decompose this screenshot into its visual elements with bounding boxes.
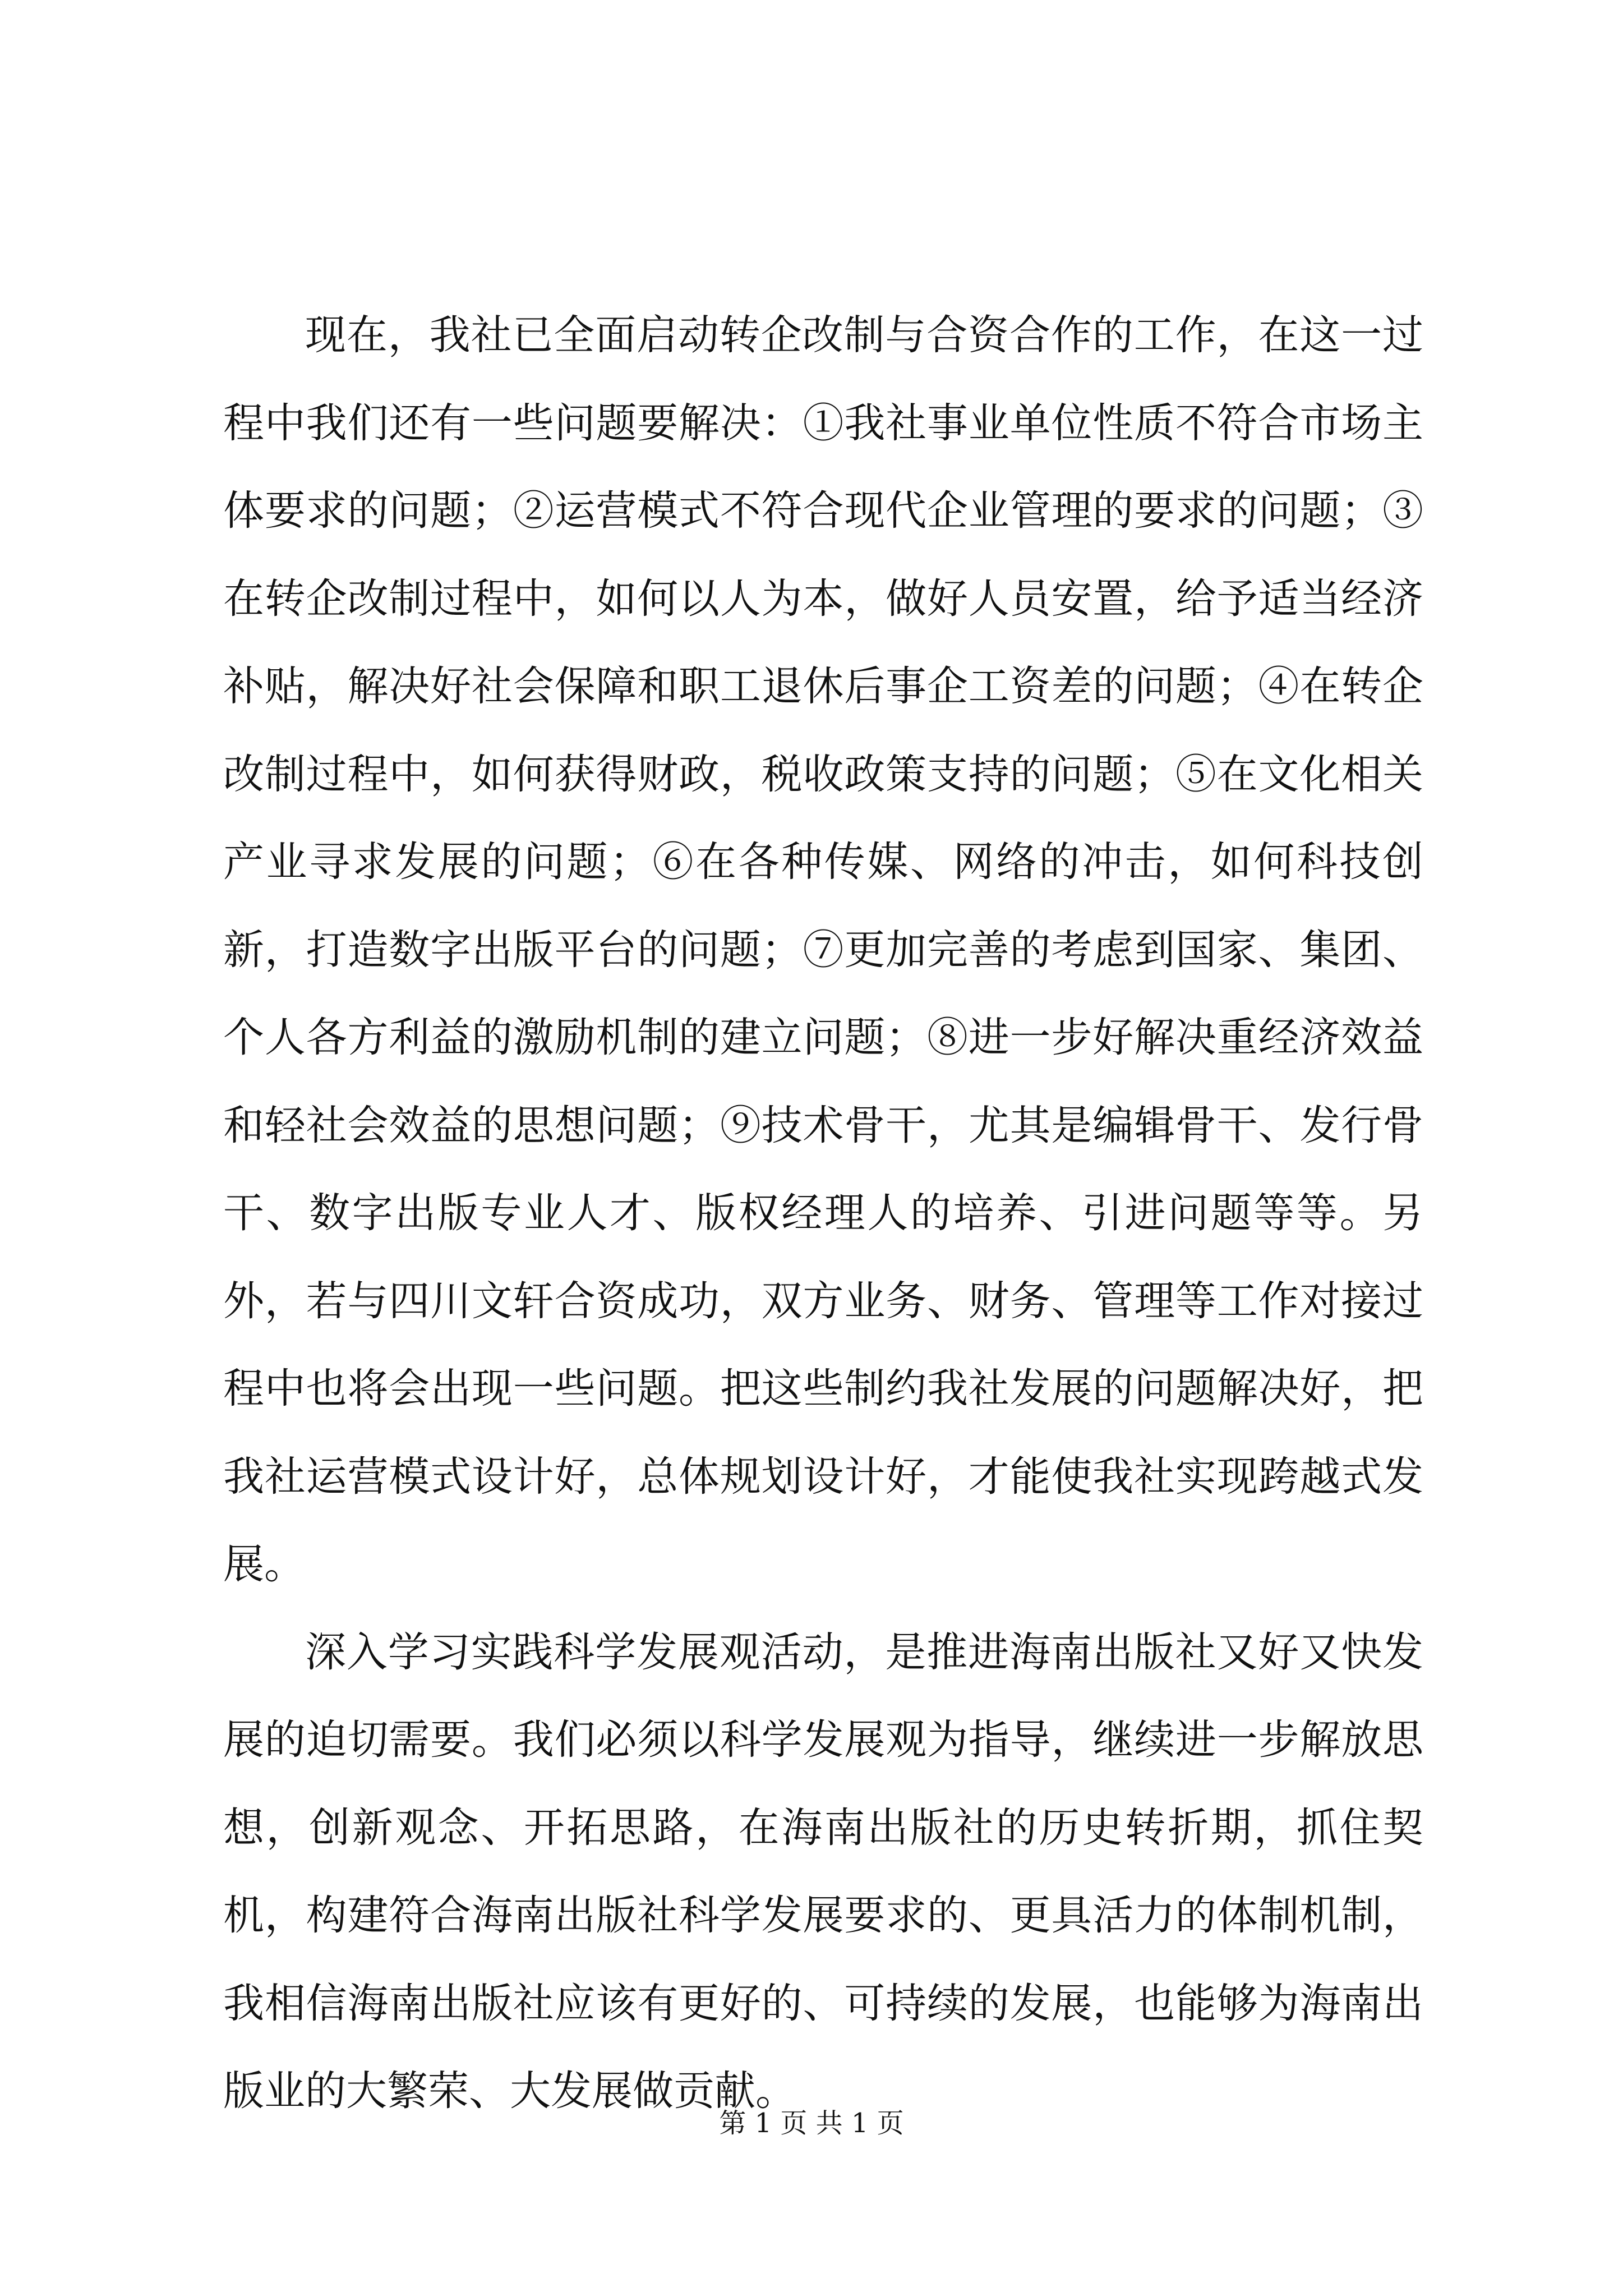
paragraph-1: 现在，我社已全面启动转企改制与合资合作的工作，在这一过程中我们还有一些问题要解决：①我社事业单位性质不符合市场主体要求的问题；②运营模式不符合现代企业管理的要求的问题；③在转企改制过程中，如何以人为本，做好人员安置，给予适当经济补贴，解决好社会保障和职工退休后事企工资差的问题；④在转企改制过程中，如何获得财政，税收政策支持的问题；⑤在文化相关产业寻求发展的问题；⑥在各种传媒、网络的冲击，如何科技创新，打造数字出版平台的问题；⑦更加完善的考虑到国家、集团、个人各方利益的激励机制的建立问题；⑧进一步好解决重经济效益和轻社会效益的思想问题；⑨技术骨干，尤其是编辑骨干、发行骨干、数字出版专业人才、版权经理人的培养、引进问题等等。另外，若与四川文轩合资成功，双方业务、财务、管理等工作对接过程中也将会出现一些问题。把这些制约我社发展的问题解决好，把我社运营模式设计好，总体规划设计好，才能使我社实现跨越式发展。 bbox=[223, 311, 1423, 1588]
page-number-footer: 第 1 页 共 1 页 bbox=[719, 2108, 904, 2139]
paragraph-2: 深入学习实践科学发展观活动，是推进海南出版社又好又快发展的迫切需要。我们必须以科学发展观为指导，继续进一步解放思想，创新观念、开拓思路，在海南出版社的历史转折期，抓住契机，构建符合海南出版社科学发展要求的、更具活力的体制机制，我相信海南出版社应该有更好的、可持续的发展，也能够为海南出版业的大繁荣、大发展做贡献。 bbox=[223, 1628, 1423, 2115]
document-body bbox=[223, 292, 1423, 2136]
